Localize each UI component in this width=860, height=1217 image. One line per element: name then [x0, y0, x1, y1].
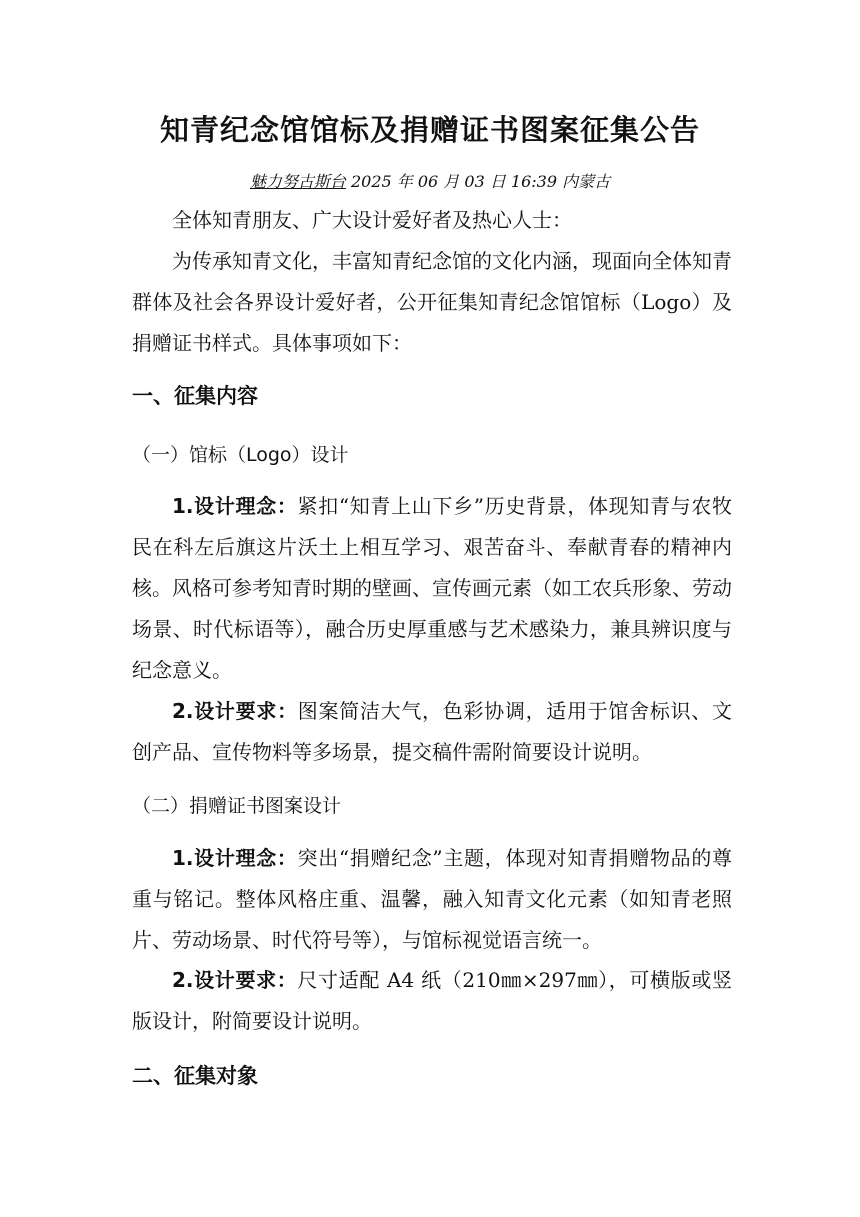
salutation: 全体知青朋友、广大设计爱好者及热心人士：: [172, 208, 572, 232]
logo-concept-label: 1.设计理念：: [172, 494, 298, 518]
certificate-requirement-label: 2.设计要求：: [172, 968, 298, 992]
subsection-heading-logo: （一）馆标（Logo）设计: [132, 444, 349, 466]
logo-requirement-paragraph: [132, 691, 732, 773]
certificate-concept-text: 突出“捐赠纪念”主题，体现对知青捐赠物品的尊重与铭记。整体风格庄重、温馨，融入知青文化元素（如知青老照片、劳动场景、时代符号等），与馆标视觉语言统一。: [132, 846, 733, 952]
logo-concept-paragraph: [132, 486, 732, 691]
certificate-requirement-text: 尺寸适配 A4 纸（210㎜×297㎜），可横版或竖版设计，附简要设计说明。: [132, 968, 732, 1033]
source-link[interactable]: 魅力努古斯台: [249, 172, 346, 191]
article-meta: [0, 169, 860, 192]
publish-datetime: 2025 年 06 月 03 日 16:39 内蒙古: [345, 172, 611, 191]
certificate-requirement-paragraph: [132, 960, 732, 1042]
certificate-concept-label: 1.设计理念：: [172, 846, 298, 870]
logo-requirement-text: 图案简洁大气，色彩协调，适用于馆舍标识、文创产品、宣传物料等多场景，提交稿件需附简要设计说明。: [132, 699, 732, 764]
section-heading-content: 一、征集内容: [132, 384, 258, 408]
section-heading-audience: 二、征集对象: [132, 1064, 258, 1088]
certificate-concept-paragraph: [132, 838, 732, 961]
subsection-heading-certificate: （二）捐赠证书图案设计: [132, 795, 342, 817]
logo-requirement-label: 2.设计要求：: [172, 699, 298, 723]
logo-concept-text: 紧扣“知青上山下乡”历史背景，体现知青与农牧民在科左后旗这片沃土上相互学习、艰苦奋斗、奉献青春的精神内核。风格可参考知青时期的壁画、宣传画元素（如工农兵形象、劳动场景、时代标语等），融合历史厚重感与艺术感染力，兼具辨识度与纪念意义。: [132, 494, 733, 682]
page-title: 知青纪念馆馆标及捐赠证书图案征集公告: [159, 113, 700, 147]
intro-paragraph: 为传承知青文化，丰富知青纪念馆的文化内涵，现面向全体知青群体及社会各界设计爱好者，公开征集知青纪念馆馆标（Logo）及捐赠证书样式。具体事项如下：: [132, 249, 732, 355]
